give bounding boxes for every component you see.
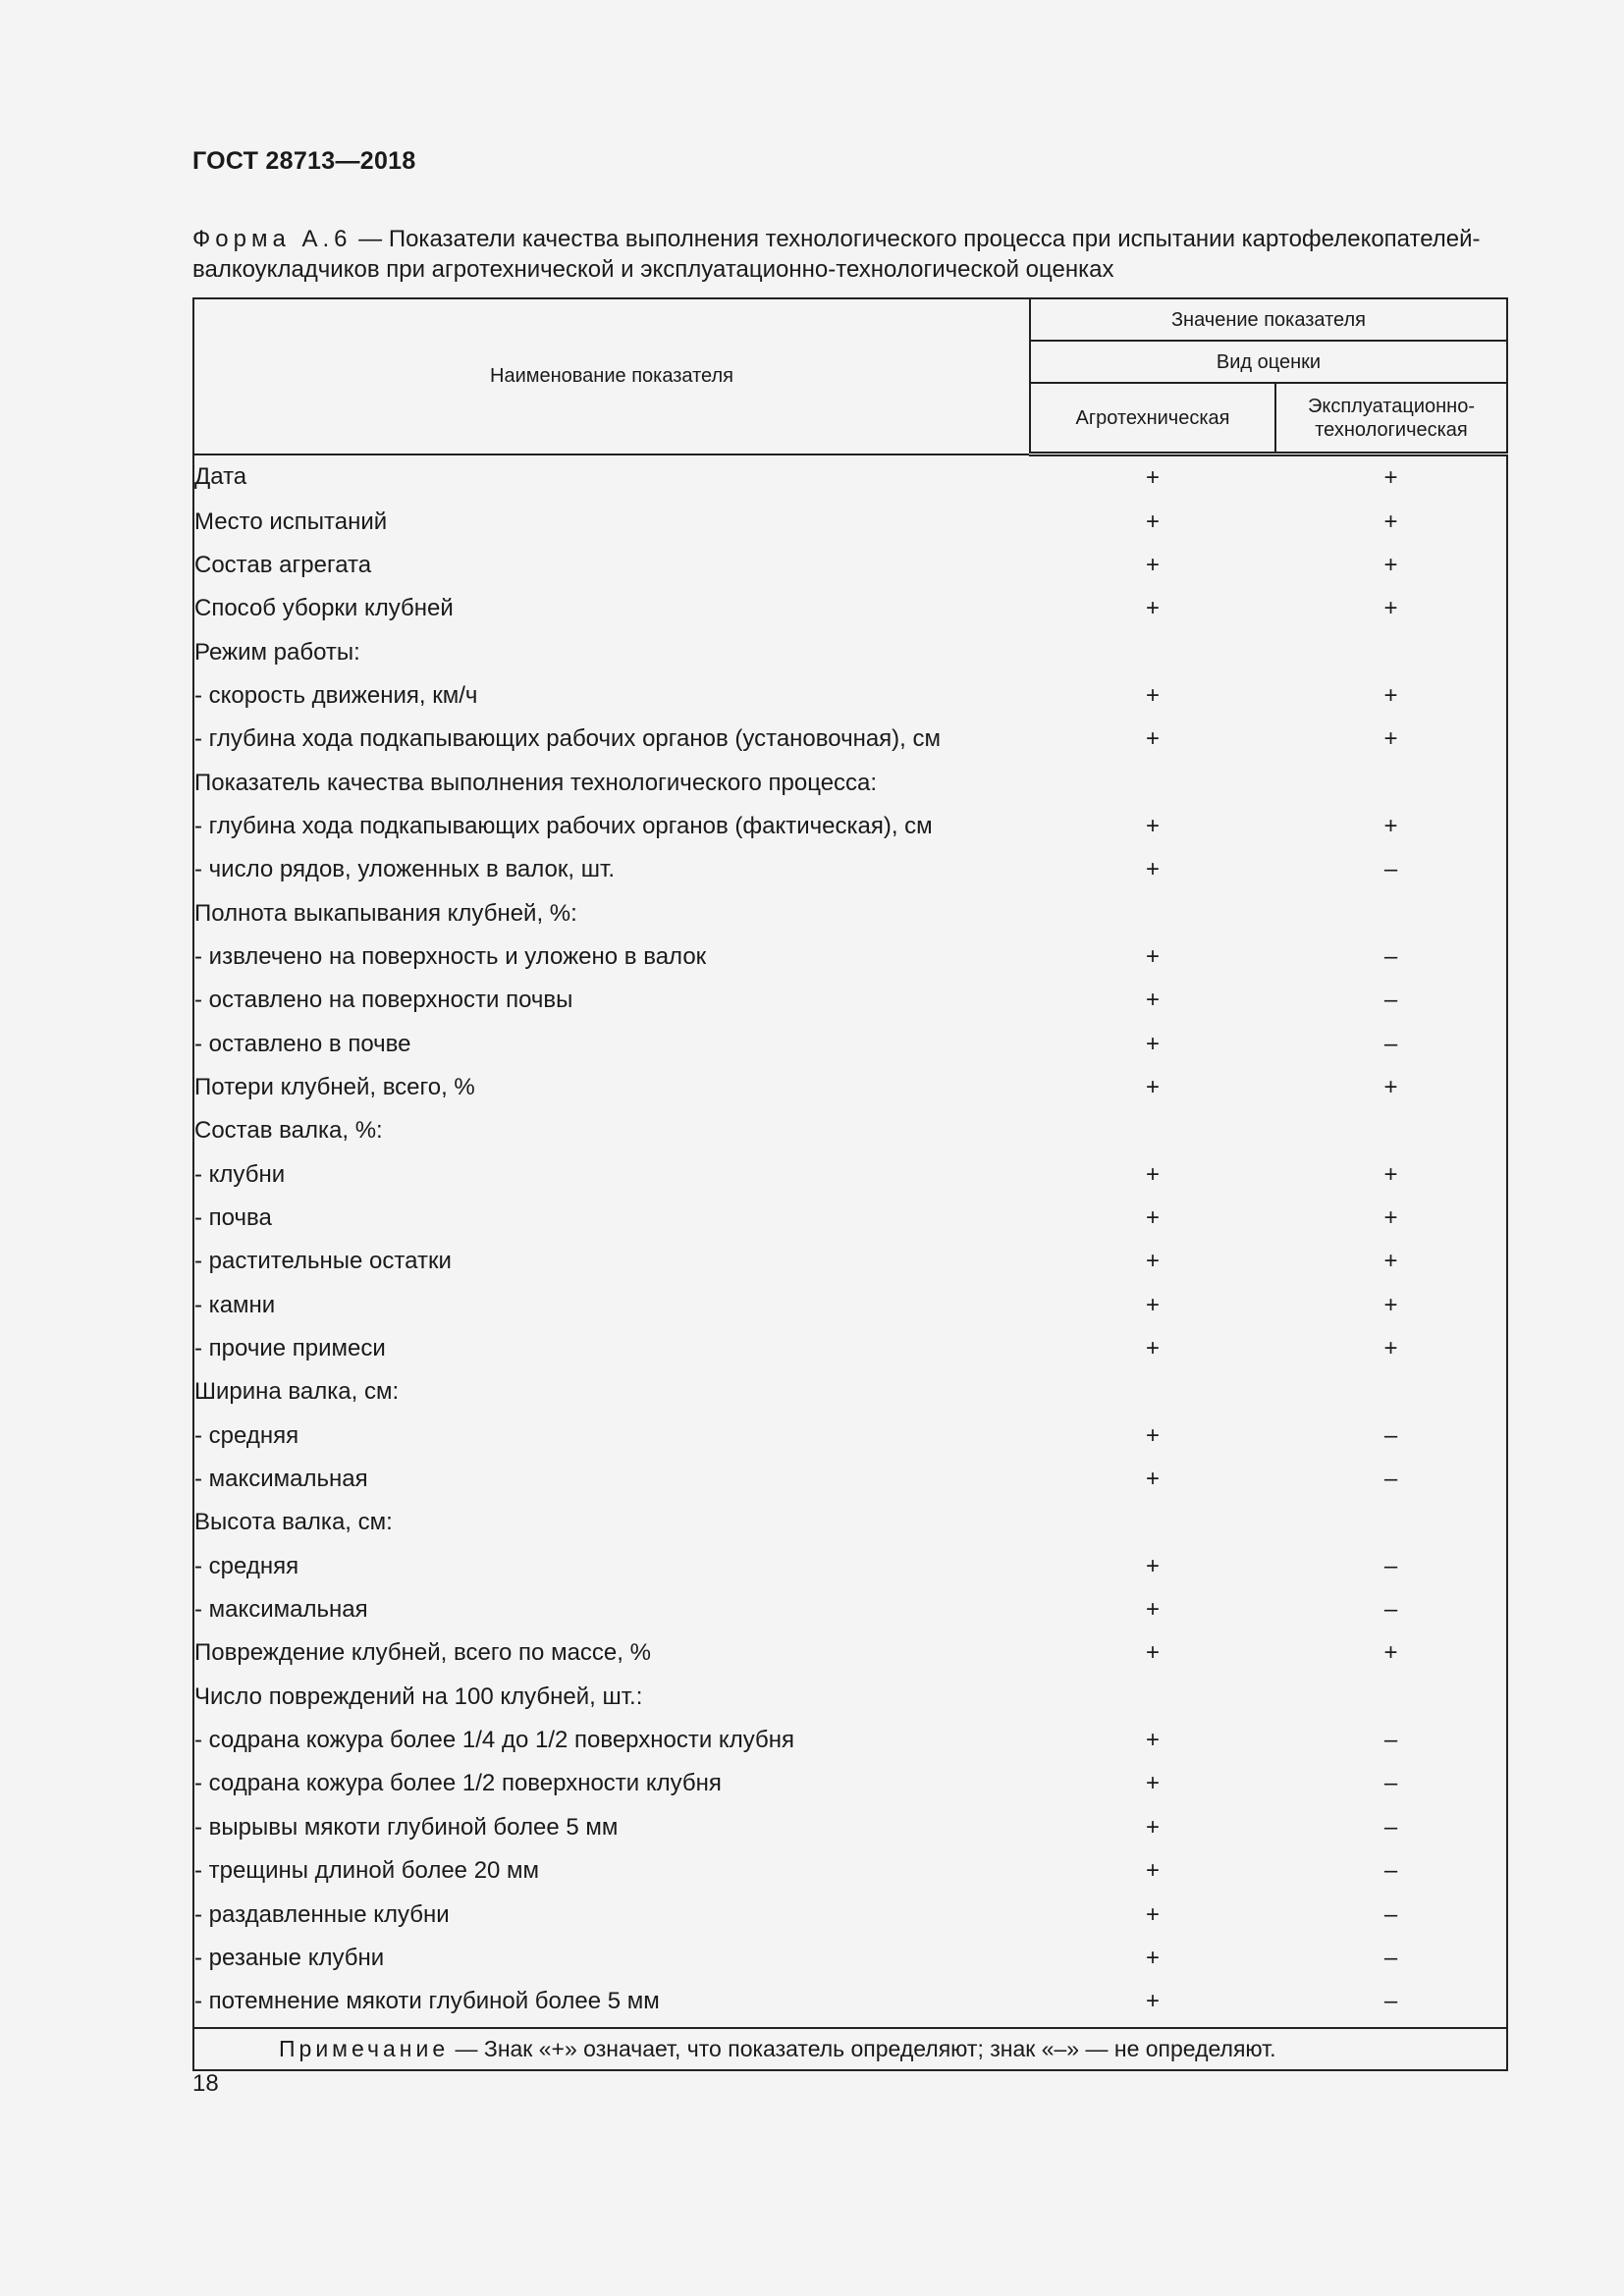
row-agro-cell: + [1145,1073,1160,1100]
row-name-cell: - прочие примеси [194,1335,386,1362]
note-text: — Знак «+» означает, что показатель определяют; знак «–» — не определяют. [449,2036,1276,2062]
row-agro-cell [1030,630,1275,673]
table-row [193,805,1507,848]
row-agro-cell: + [1145,1857,1160,1885]
row-name-cell: - средняя [194,1421,299,1449]
table-row [193,891,1507,934]
row-agro-cell: + [1145,551,1160,578]
row-name-cell: - число рядов, уложенных в валок, шт. [194,856,615,883]
row-agro-cell [1030,1370,1275,1414]
row-expl-cell [1275,1676,1507,1719]
row-name-cell: - камни [194,1291,276,1318]
row-agro-cell [1030,761,1275,804]
table-row [193,1240,1507,1283]
row-name-cell: Повреждение клубней, всего по массе, % [194,1639,651,1667]
row-expl-cell: – [1383,856,1398,883]
row-name-cell: - глубина хода подкапывающих рабочих органов (установочная), см [194,725,941,753]
row-name-cell: - максимальная [194,1466,368,1493]
row-name-cell: - содрана кожура более 1/2 поверхности клубня [194,1770,722,1797]
indicators-table [192,297,1508,2071]
table-row [193,454,1507,501]
table-row [193,500,1507,543]
header-name: Наименование показателя [193,298,1030,454]
row-expl-cell: + [1383,681,1398,709]
row-name-cell: - резаные клубни [194,1944,385,1971]
table-row [193,1066,1507,1109]
row-agro-cell: + [1145,1030,1160,1057]
row-expl-cell: – [1383,1900,1398,1928]
row-expl-cell [1275,761,1507,804]
row-expl-cell: + [1383,507,1398,535]
row-name-cell: Ширина валка, см: [194,1378,400,1406]
row-name-cell: - максимальная [194,1596,368,1624]
table-row [193,979,1507,1022]
row-agro-cell [1030,891,1275,934]
row-agro-cell: + [1145,1639,1160,1667]
row-name-cell: Состав валка, %: [194,1117,383,1145]
table-row [193,718,1507,761]
table-row [193,1153,1507,1197]
table-row [193,1284,1507,1327]
page-number: 18 [192,2070,219,2097]
row-agro-cell: + [1145,1770,1160,1797]
row-expl-cell [1275,1501,1507,1544]
row-name-cell: - глубина хода подкапывающих рабочих органов (фактическая), см [194,812,933,839]
row-name-cell: - средняя [194,1552,299,1579]
table-row [193,848,1507,891]
row-expl-cell: + [1383,1291,1398,1318]
table-row [193,935,1507,979]
table-caption [192,224,1508,285]
row-expl-cell [1275,1109,1507,1152]
table-row [193,1415,1507,1458]
row-agro-cell: + [1145,1466,1160,1493]
table-row [193,761,1507,804]
row-expl-cell [1275,630,1507,673]
row-agro-cell: + [1145,1204,1160,1232]
row-expl-cell: – [1383,1727,1398,1754]
row-expl-cell: + [1383,1160,1398,1188]
table-row [193,1588,1507,1631]
table-row [193,1109,1507,1152]
row-expl-cell: + [1383,1248,1398,1275]
table-row [193,1762,1507,1805]
row-expl-cell: – [1383,987,1398,1014]
row-name-cell: - клубни [194,1160,286,1188]
row-agro-cell: + [1145,725,1160,753]
row-expl-cell: + [1383,551,1398,578]
row-agro-cell: + [1145,1291,1160,1318]
table-row [193,1937,1507,1980]
table-row [193,1631,1507,1675]
row-expl-cell: – [1383,1552,1398,1579]
table-row [193,630,1507,673]
row-agro-cell: + [1145,987,1160,1014]
table-row [193,544,1507,587]
table-row [193,1370,1507,1414]
table-row [193,1022,1507,1065]
table-row [193,1501,1507,1544]
row-name-cell: - вырывы мякоти глубиной более 5 мм [194,1813,619,1841]
row-name-cell: - почва [194,1204,272,1232]
table-row [193,1197,1507,1240]
table-row [193,674,1507,718]
row-expl-cell: – [1383,1944,1398,1971]
row-name-cell: Состав агрегата [194,551,372,578]
row-agro-cell: + [1145,1900,1160,1928]
row-name-cell: Показатель качества выполнения технологического процесса: [194,769,878,796]
row-agro-cell: + [1145,942,1160,970]
row-name-cell: Потери клубней, всего, % [194,1073,475,1100]
table-row [193,1980,1507,2028]
row-agro-cell: + [1145,1335,1160,1362]
row-agro-cell: + [1145,681,1160,709]
row-expl-cell: – [1383,1421,1398,1449]
row-expl-cell: + [1383,595,1398,622]
row-agro-cell: + [1145,507,1160,535]
row-name-cell: Место испытаний [194,507,388,535]
row-expl-cell: + [1383,1073,1398,1100]
row-agro-cell: + [1145,1727,1160,1754]
row-agro-cell: + [1145,1596,1160,1624]
row-name-cell: Число повреждений на 100 клубней, шт.: [194,1682,643,1710]
header-value-group: Значение показателя [1030,298,1507,341]
row-agro-cell: + [1145,1813,1160,1841]
row-expl-cell: + [1383,812,1398,839]
row-name-cell: Полнота выкапывания клубней, %: [194,899,577,927]
table-row [193,1893,1507,1936]
row-expl-cell: – [1383,1466,1398,1493]
row-expl-cell [1275,1370,1507,1414]
caption-text: — Показатели качества выполнения технологического процесса при испытании картофелекопателей-валкоукладчиков при агротехнической и эксплуатационно-технологической оценках [192,226,1481,283]
row-name-cell: - оставлено на поверхности почвы [194,987,573,1014]
row-expl-cell: – [1383,942,1398,970]
note-label: Примечание [279,2036,450,2062]
table-head [193,298,1507,454]
row-agro-cell: + [1145,1160,1160,1188]
row-name-cell: - оставлено в почве [194,1030,411,1057]
header-agro: Агротехническая [1030,383,1275,454]
row-expl-cell: – [1383,1596,1398,1624]
row-name-cell: Режим работы: [194,638,360,666]
row-expl-cell: – [1383,1988,1398,2015]
row-agro-cell: + [1145,1988,1160,2015]
table-row [193,1545,1507,1588]
row-name-cell: - растительные остатки [194,1248,452,1275]
table-row [193,587,1507,630]
row-agro-cell: + [1145,1552,1160,1579]
row-name-cell: - раздавленные клубни [194,1900,450,1928]
row-expl-cell: – [1383,1030,1398,1057]
row-agro-cell [1030,1109,1275,1152]
row-agro-cell: + [1145,1248,1160,1275]
table-row [193,1806,1507,1849]
table-body [193,454,1507,2029]
row-agro-cell: + [1145,812,1160,839]
row-expl-cell: + [1383,1639,1398,1667]
row-agro-cell: + [1145,1421,1160,1449]
table-row [193,1458,1507,1501]
row-agro-cell: + [1145,464,1160,492]
row-agro-cell [1030,1501,1275,1544]
row-agro-cell [1030,1676,1275,1719]
table-row [193,1327,1507,1370]
row-name-cell: Способ уборки клубней [194,595,454,622]
row-name-cell: Дата [194,463,247,491]
row-name-cell: - трещины длиной более 20 мм [194,1857,540,1885]
table-note [193,2028,1507,2070]
table-row [193,1719,1507,1762]
row-expl-cell [1275,891,1507,934]
row-expl-cell: – [1383,1770,1398,1797]
row-agro-cell: + [1145,595,1160,622]
row-name-cell: - скорость движения, км/ч [194,681,478,709]
row-agro-cell: + [1145,1944,1160,1971]
table-row [193,1676,1507,1719]
table-row [193,1849,1507,1893]
row-name-cell: Высота валка, см: [194,1509,393,1536]
row-name-cell: - потемнение мякоти глубиной более 5 мм [194,1988,660,2015]
row-agro-cell: + [1145,856,1160,883]
row-expl-cell: – [1383,1857,1398,1885]
row-expl-cell: + [1383,725,1398,753]
header-expl: Эксплуатационно-технологическая [1275,383,1507,454]
row-expl-cell: + [1383,1204,1398,1232]
row-expl-cell: + [1383,1335,1398,1362]
row-expl-cell: + [1383,464,1398,492]
caption-label: Форма А.6 [192,226,352,252]
document-id: ГОСТ 28713—2018 [192,147,416,175]
row-expl-cell: – [1383,1813,1398,1841]
header-kind-group: Вид оценки [1030,341,1507,383]
row-name-cell: - извлечено на поверхность и уложено в валок [194,942,707,970]
row-name-cell: - содрана кожура более 1/4 до 1/2 поверхности клубня [194,1727,794,1754]
